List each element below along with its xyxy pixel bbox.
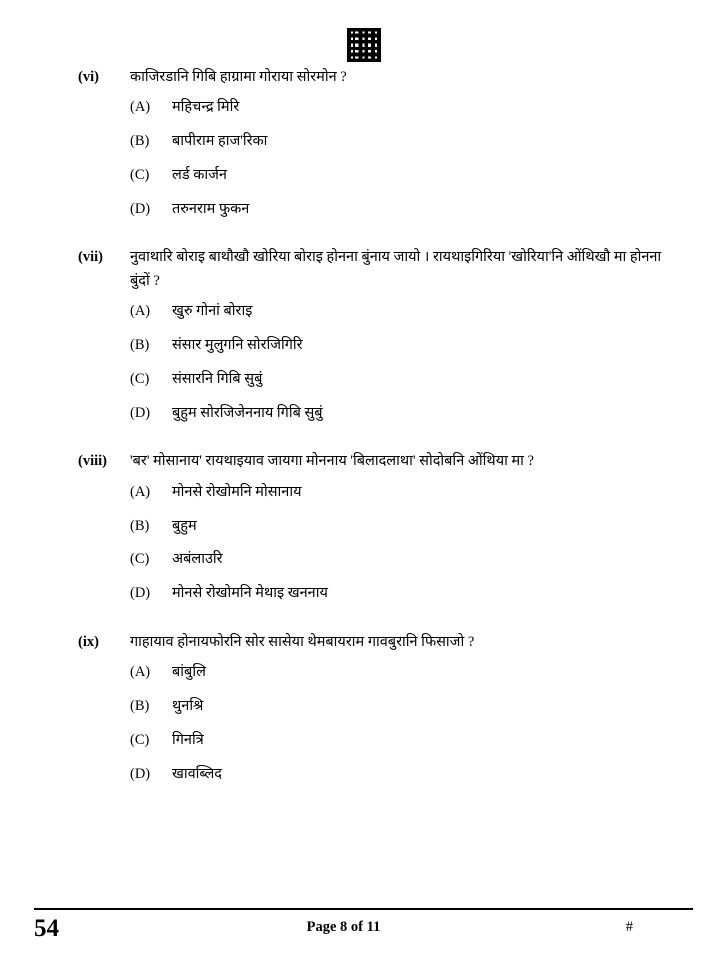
option-item[interactable] [0,516,727,538]
option-key: (A) [130,303,151,320]
question-list [0,66,727,797]
question-block [0,450,727,604]
question-number: (viii) [78,453,107,470]
option-text: थुनश्रि [172,698,204,715]
option-key: (D) [130,765,151,782]
option-text: बांबुलि [172,664,206,681]
option-key: (B) [130,337,150,354]
option-item[interactable] [0,764,727,786]
option-item[interactable] [0,583,727,605]
option-key: (A) [130,99,151,116]
option-key: (B) [130,133,150,150]
option-list [0,662,727,785]
option-item[interactable] [0,131,727,153]
option-key: (B) [130,517,150,534]
question-text: गाहायाव होनायफोरनि सोर सासेया थेमबायराम गावबुरानि फिसाजो ? [130,633,475,650]
option-text: गिनत्रि [172,731,204,748]
question-block [0,246,727,424]
option-key: (D) [130,585,151,602]
page-footer [34,908,693,941]
option-item[interactable] [0,730,727,752]
option-list [0,97,727,220]
option-key: (C) [130,166,150,183]
option-item[interactable] [0,335,727,357]
option-text: लर्ड कार्जन [172,166,227,183]
qr-code-icon [347,28,381,62]
question-number: (vii) [78,249,103,266]
option-text: अबंलाउरि [172,551,223,568]
question-block [0,66,727,220]
option-key: (D) [130,200,151,217]
option-text: बुहुम [172,517,197,534]
option-item[interactable] [0,199,727,221]
option-key: (C) [130,731,150,748]
question-number: (ix) [78,633,99,650]
option-item[interactable] [0,403,727,425]
option-text: बुहुम सोरजिजेननाय गिबि सुबुं [172,404,323,421]
option-item[interactable] [0,549,727,571]
option-list [0,482,727,605]
option-text: तरुनराम फुकन [172,200,250,217]
option-item[interactable] [0,97,727,119]
question-text: 'बर' मोसानाय' रायथाइयाव जायगा मोननाय 'बिलादलाथा' सोदोबनि ओंथिया मा ? [130,453,534,470]
option-item[interactable] [0,301,727,323]
question-block [0,631,727,785]
question-row [0,246,727,293]
option-list [0,301,727,424]
option-item[interactable] [0,369,727,391]
option-text: संसार मुलुगनि सोरजिगिरि [172,337,303,354]
option-text: बापीराम हाज'रिका [172,133,268,150]
question-row [0,450,727,473]
option-key: (D) [130,404,151,421]
question-row [0,66,727,89]
option-key: (B) [130,698,150,715]
option-text: मोनसे रोखोमनि मेथाइ खननाय [172,585,328,602]
option-text: महिचन्द्र मिरि [172,99,240,116]
qr-code-wrapper [0,28,727,62]
option-item[interactable] [0,696,727,718]
footer-marker: # [625,919,633,935]
option-key: (A) [130,664,151,681]
question-number: (vi) [78,69,99,85]
option-item[interactable] [0,482,727,504]
option-key: (A) [130,483,151,500]
option-text: खावब्लिद [172,765,222,782]
option-text: खुरु गोनां बोराइ [172,303,253,320]
option-key: (C) [130,370,150,387]
question-row [0,631,727,654]
option-key: (C) [130,551,150,568]
option-item[interactable] [0,165,727,187]
question-text: काजिरडानि गिबि हाग्रामा गोराया सोरमोन ? [130,69,347,85]
question-text: नुवाथारि बोराइ बाथौखौ खोरिया बोराइ होनना बुंनाय जायो । रायथाइगिरिया 'खोरिया'नि ओंथिखौ मा होनना बुंदों ? [130,249,662,289]
option-text: संसारनि गिबि सुबुं [172,370,263,387]
page-number: Page 8 of 11 [306,919,381,935]
option-text: मोनसे रोखोमनि मोसानाय [172,483,302,500]
booklet-number: 54 [34,915,59,942]
option-item[interactable] [0,662,727,684]
